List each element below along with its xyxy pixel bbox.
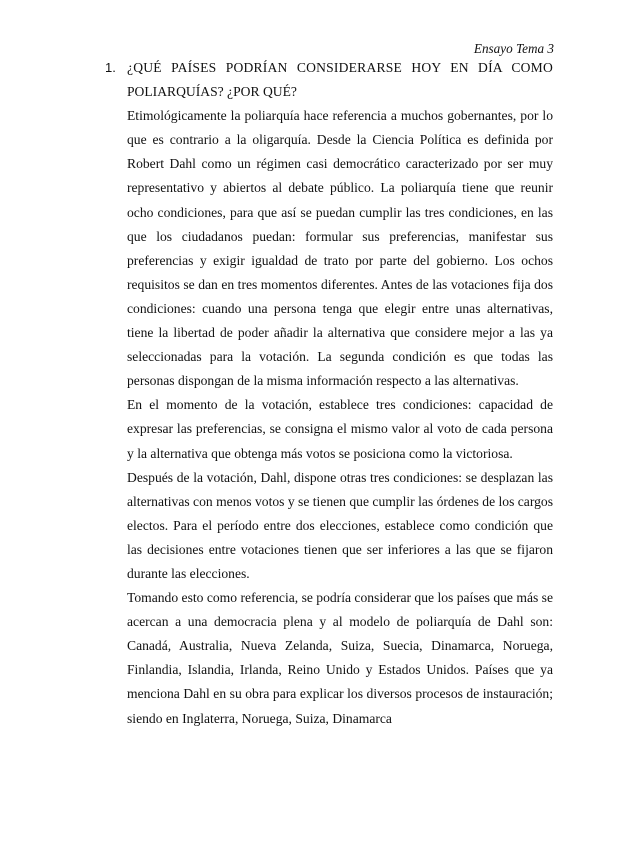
paragraph-2: En el momento de la votación, establece tres condiciones: capacidad de expresar las preferencias, se consigna el mismo valor al voto de cada persona y la alternativa que obtenga más votos se posiciona como la victoriosa. (127, 397, 553, 461)
paragraph-4: Tomando esto como referencia, se podría considerar que los países que más se acercan a una democracia plena y al modelo de poliarquía de Dahl son: Canadá, Australia, Nueva Zelanda, Suiza, Suecia, Dinamarca, Noruega, Finlandia, Islandia, Irlanda, Reino Unido y Estados Unidos. Países que ya menciona Dahl en su obra para explicar los diversos procesos de instauración; siendo en Inglaterra, Noruega, Suiza, Dinamarca (127, 590, 553, 726)
question-heading-line-1: ¿QUÉ PAÍSES PODRÍAN CONSIDERARSE HOY EN DÍA COMO (127, 60, 553, 75)
question-heading (127, 56, 553, 104)
document-body (105, 56, 553, 731)
paragraph-1: Etimológicamente la poliarquía hace referencia a muchos gobernantes, por lo que es contrario a la oligarquía. Desde la Ciencia Política es definida por Robert Dahl como un régimen casi democrático caracterizado por ser muy representativo y abiertos al debate público. La poliarquía tiene que reunir ocho condiciones, para que así se puedan cumplir las tres condiciones, en las que los ciudadanos puedan: formular sus preferencias, manifestar sus preferencias y exigir igualdad de trato por parte del gobierno. Los ochos requisitos se dan en tres momentos diferentes. Antes de las votaciones fija dos condiciones: cuando una persona tenga que elegir entre unas alternativas, tiene la libertad de poder añadir la alternativa que considere mejor a las ya seleccionadas para la votación. La segunda condición es que todas las personas dispongan de la misma información respecto a las alternativas. (127, 108, 553, 389)
paragraph-3: Después de la votación, Dahl, dispone otras tres condiciones: se desplazan las alternativas con menos votos y se tienen que cumplir las órdenes de los cargos electos. Para el período entre dos elecciones, establece como condición que las decisiones entre votaciones tienen que ser inferiores a las que se fijaron durante las elecciones. (127, 469, 553, 581)
running-header: Ensayo Tema 3 (473, 41, 554, 56)
question-number: 1. (105, 60, 116, 75)
question-heading-line-2: POLIARQUÍAS? ¿POR QUÉ? (127, 84, 297, 100)
